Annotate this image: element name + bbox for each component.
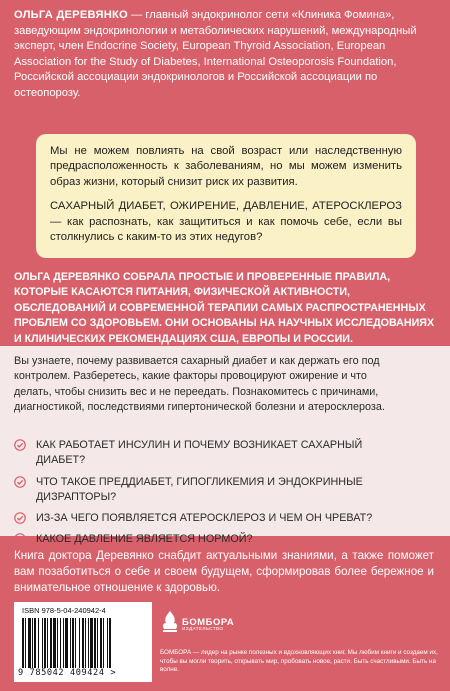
question-text: ЧТО ТАКОЕ ПРЕДДИАБЕТ, ГИПОГЛИКЕМИЯ И ЭНДОКРИННЫЕ ДИЗРАПТОРЫ? <box>36 475 363 503</box>
quote-box <box>36 134 416 258</box>
check-circle-icon <box>14 512 26 524</box>
publisher-sub: ИЗДАТЕЛЬСТВО <box>182 627 224 632</box>
outro-text: Книга доктора Деревянко снабдит актуальными знаниями, а также поможет вам позаботиться о себе и своем будущем, сформировав более бережное и внимательное отношение к здоровью. <box>14 549 434 595</box>
publisher-text: БОМБОРА — лидер на рынке полезных и вдохновляющих книг. Мы любим книги и создаем их, чтобы вы могли творить, открывать мир, пробовать новое, расти. Быть счастливыми. Быть на волне. <box>160 649 438 674</box>
question-text: ИЗ-ЗА ЧЕГО ПОЯВЛЯЕТСЯ АТЕРОСКЛЕРОЗ И ЧЕМ ОН ЧРЕВАТ? <box>36 512 373 525</box>
author-bio <box>14 8 438 102</box>
publisher-logo <box>160 608 235 640</box>
quote-paragraph-1: Мы не можем повлиять на свой возраст или наследственную предрасположенность к заболеваниям, но мы можем изменить образ жизни, который снизит риск их развития. <box>50 145 402 188</box>
barcode-icon <box>22 618 144 668</box>
check-circle-icon <box>14 476 26 488</box>
intro-text: Вы узнаете, почему развивается сахарный диабет и как держать его под контролем. Разберетесь, какие факторы провоцируют ожирение и что делать, чтобы снизить вес и не переедать. Познакомитесь с причинами, диагностикой, последствиями гипертонической болезни и атеросклероза. <box>14 355 385 413</box>
author-name: ОЛЬГА ДЕРЕВЯНКО <box>14 9 128 21</box>
isbn-barcode <box>14 602 152 682</box>
isbn-digits: 9 785042 409424 > <box>18 668 117 678</box>
list-item <box>14 532 414 547</box>
list-item <box>14 438 414 469</box>
questions-list <box>14 438 414 554</box>
check-circle-icon <box>14 439 26 451</box>
quote-paragraph-2: САХАРНЫЙ ДИАБЕТ, ОЖИРЕНИЕ, ДАВЛЕНИЕ, АТЕРОСКЛЕРОЗ — как распознать, как защититься и как помочь себе, если вы столкнулись с каким-то из этих недугов? <box>50 200 402 244</box>
bombora-logo-icon <box>160 610 180 634</box>
question-text: КАК РАБОТАЕТ ИНСУЛИН И ПОЧЕМУ ВОЗНИКАЕТ САХАРНЫЙ ДИАБЕТ? <box>36 439 363 467</box>
list-item <box>14 511 414 526</box>
publisher-brand: БОМБОРА <box>182 616 235 627</box>
summary-block: ОЛЬГА ДЕРЕВЯНКО СОБРАЛА ПРОСТЫЕ И ПРОВЕРЕННЫЕ ПРАВИЛА, КОТОРЫЕ КАСАЮТСЯ ПИТАНИЯ, ФИЗИЧЕСКОЙ АКТИВНОСТИ, ОБСЛЕДОВАНИЙ И СОВРЕМЕННОЙ ТЕРАПИИ САМЫХ РАСПРОСТРАНЕННЫХ ПРОБЛЕМ СО ЗДОРОВЬЕМ. ОНИ ОСНОВАНЫ НА НАУЧНЫХ ИССЛЕДОВАНИЯХ И КЛИНИЧЕСКИХ РЕКОМЕНДАЦИЯХ США, ЕВРОПЫ И РОССИИ. <box>14 264 438 348</box>
isbn-label: ISBN 978-5-04-240942-4 <box>22 606 106 615</box>
author-bio-text: — главный эндокринолог сети «Клиника Фомина», заведующим эндокринологии и метаболических нарушений, международный эксперт, член Endocrine Society, European Thyroid Association, European Association for the Study of Diabetes, International Osteoporosis Foundation, Российской ассоциации эндокринологов и Российской ассоциации по остеопорозу. <box>14 9 417 99</box>
check-circle-icon <box>14 533 26 545</box>
question-text: КАКОЕ ДАВЛЕНИЕ ЯВЛЯЕТСЯ НОРМОЙ? <box>36 533 253 546</box>
list-item <box>14 475 414 506</box>
